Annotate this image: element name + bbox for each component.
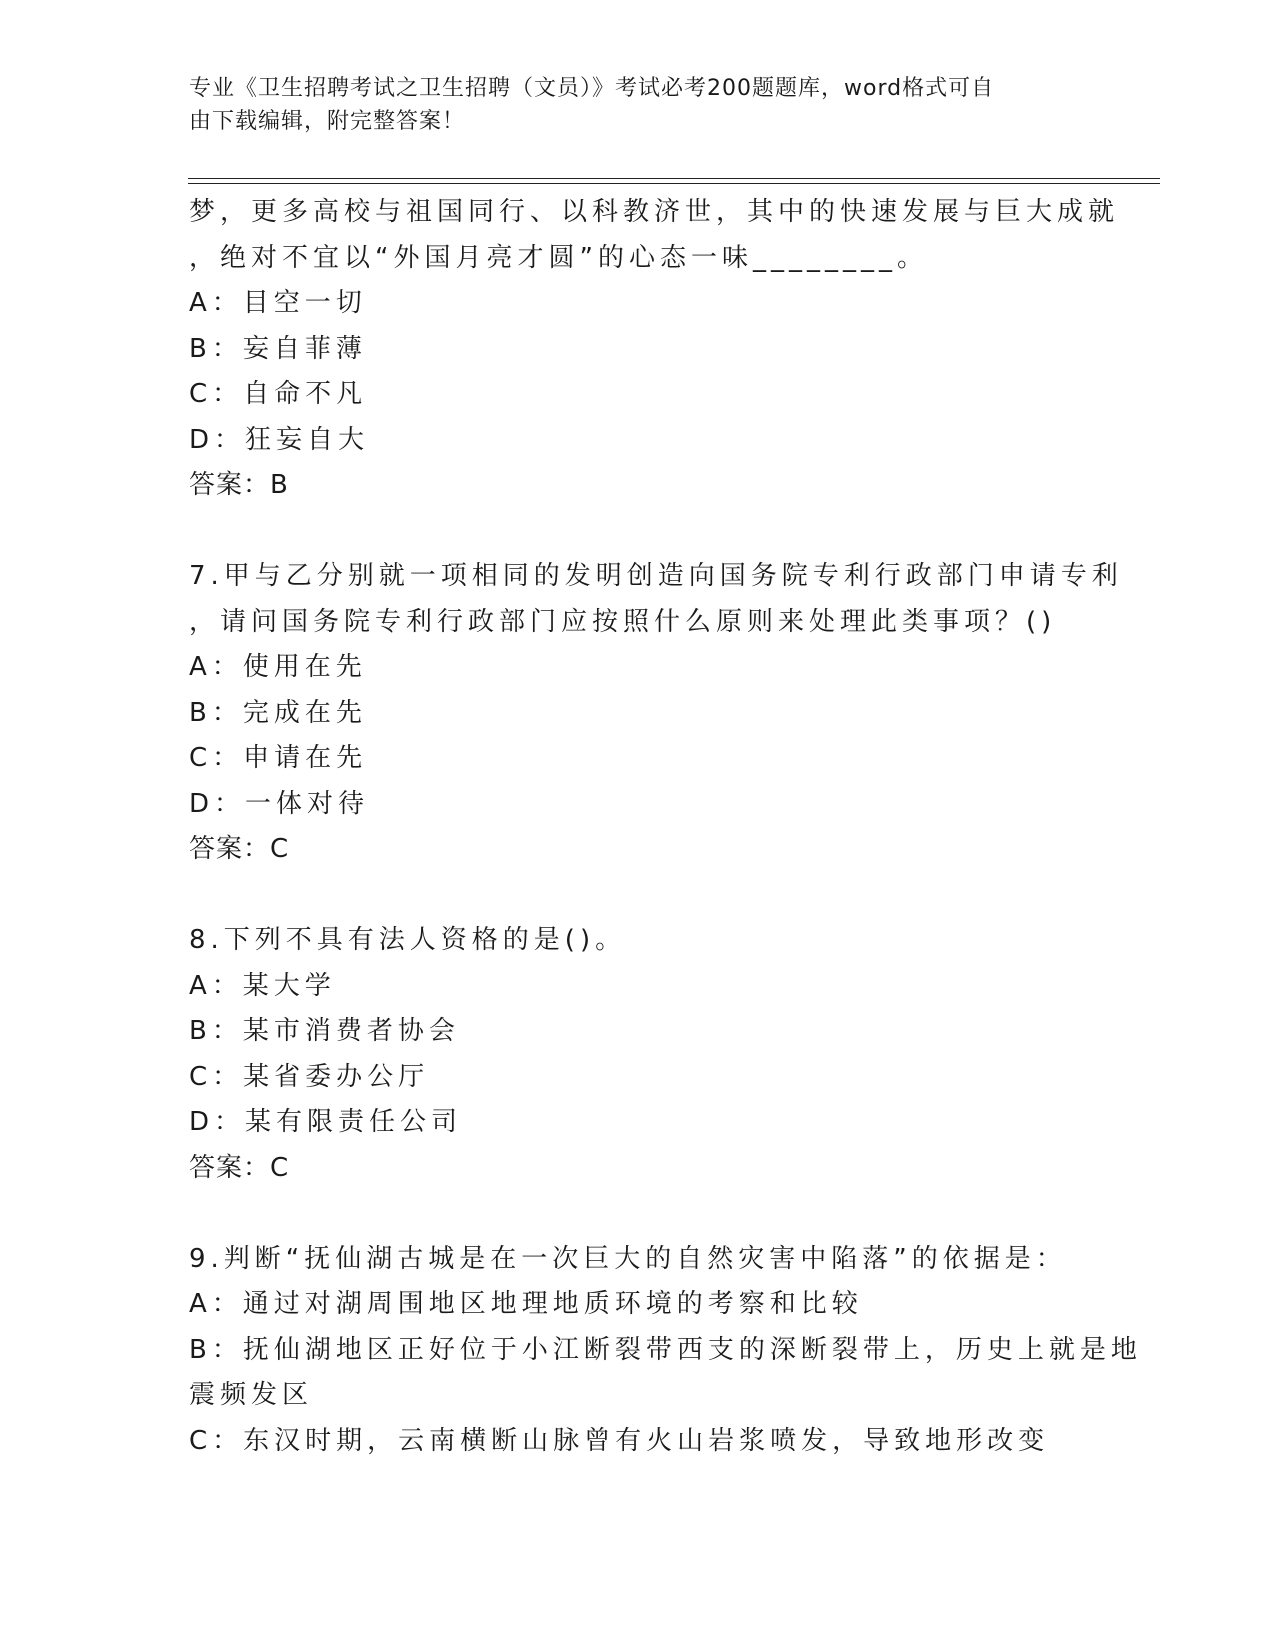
question-6 bbox=[189, 190, 1120, 509]
option-a: A：某大学 bbox=[189, 970, 336, 1001]
header-divider-top bbox=[188, 178, 1160, 179]
option-c: C：某省委办公厅 bbox=[189, 1061, 430, 1092]
spacer bbox=[189, 1191, 1089, 1237]
option-b: B：完成在先 bbox=[189, 697, 367, 728]
option-d: D：一体对待 bbox=[189, 788, 370, 819]
option-a: A：目空一切 bbox=[189, 288, 367, 318]
option-d: D：狂妄自大 bbox=[189, 424, 370, 455]
option-b-continued: 震频发区 bbox=[189, 1380, 314, 1410]
option-c: C：申请在先 bbox=[189, 743, 368, 773]
question-9 bbox=[189, 1237, 1142, 1465]
option-b: B：某市消费者协会 bbox=[189, 1016, 460, 1046]
option-a: A：通过对湖周围地区地理地质环境的考察和比较 bbox=[189, 1289, 863, 1319]
header-divider-bottom bbox=[188, 183, 1160, 184]
option-b: B：妄自菲薄 bbox=[189, 333, 367, 364]
answer: 答案：C bbox=[189, 834, 290, 864]
question-stem: ，请问国务院专利行政部门应按照什么原则来处理此类事项？() bbox=[189, 606, 1057, 637]
option-a: A：使用在先 bbox=[189, 652, 367, 682]
option-c: C：自命不凡 bbox=[189, 379, 368, 409]
question-stem: 8.下列不具有法人资格的是()。 bbox=[189, 925, 627, 955]
option-b: B：抚仙湖地区正好位于小江断裂带西支的深断裂带上，历史上就是地 bbox=[189, 1334, 1142, 1365]
spacer bbox=[189, 873, 1089, 919]
question-stem: 9.判断“抚仙湖古城是在一次巨大的自然灾害中陷落”的依据是： bbox=[189, 1243, 1067, 1274]
question-stem: 7.甲与乙分别就一项相同的发明创造向国务院专利行政部门申请专利 bbox=[189, 561, 1123, 591]
answer: 答案：B bbox=[189, 470, 289, 500]
question-stem: 梦，更多高校与祖国同行、以科教济世，其中的快速发展与巨大成就 bbox=[189, 197, 1120, 227]
option-c: C：东汉时期，云南横断山脉曾有火山岩浆喷发，导致地形改变 bbox=[189, 1425, 1050, 1456]
document-header bbox=[189, 72, 1089, 138]
question-list bbox=[189, 190, 1142, 1464]
option-d: D：某有限责任公司 bbox=[189, 1107, 463, 1137]
question-7 bbox=[189, 554, 1123, 873]
header-line-1: 专业《卫生招聘考试之卫生招聘（文员）》考试必考200题题库，word格式可自 bbox=[189, 76, 995, 101]
header-line-2: 由下载编辑，附完整答案！ bbox=[189, 109, 466, 134]
question-8 bbox=[189, 918, 1089, 1191]
spacer bbox=[189, 509, 1089, 555]
question-stem: ，绝对不宜以“外国月亮才圆”的心态一味________。 bbox=[189, 242, 928, 273]
answer: 答案：C bbox=[189, 1152, 290, 1183]
